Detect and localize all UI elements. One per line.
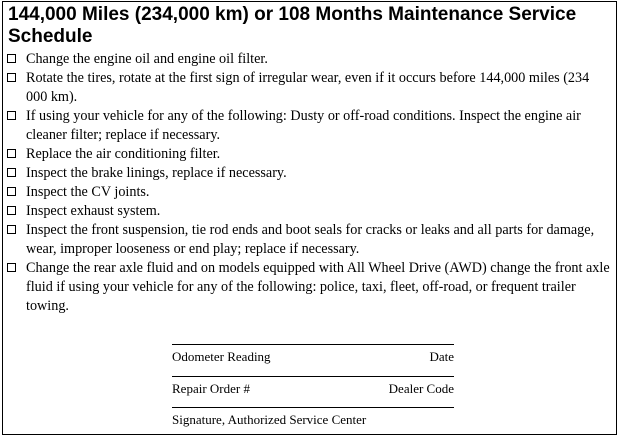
checklist-item-text: Rotate the tires, rotate at the first sign of irregular wear, even if it occurs before 144,000 miles (234 000 km). (26, 70, 590, 105)
signature-line (172, 407, 454, 427)
checkbox-icon[interactable] (7, 73, 16, 82)
signature-rule (172, 376, 454, 377)
checkbox-icon[interactable] (7, 149, 16, 158)
page-title: 144,000 Miles (234,000 km) or 108 Months Maintenance Service Schedule (8, 4, 577, 47)
checkbox-icon[interactable] (7, 206, 16, 215)
repair-order-line (172, 376, 454, 396)
checkbox-icon[interactable] (7, 54, 16, 63)
checklist-item (7, 69, 611, 107)
checklist-item (7, 183, 611, 202)
signature-rule (172, 344, 454, 345)
checklist-item-text: Inspect the front suspension, tie rod ends and boot seals for cracks or leaks and all parts for damage, wear, improper looseness or end play; replace if necessary. (26, 222, 595, 257)
odometer-date-line (172, 344, 454, 364)
checklist (7, 50, 611, 316)
checklist-item (7, 50, 611, 69)
checklist-item-text: Inspect the CV joints. (26, 184, 150, 200)
checklist-item (7, 164, 611, 183)
checkbox-icon[interactable] (7, 225, 16, 234)
checklist-item (7, 259, 611, 316)
checklist-item (7, 107, 611, 145)
checklist-item-text: Change the engine oil and engine oil filter. (26, 51, 268, 67)
checklist-item-text: Inspect the brake linings, replace if necessary. (26, 165, 287, 181)
signature-label: Signature, Authorized Service Center (172, 412, 367, 427)
checkbox-icon[interactable] (7, 263, 16, 272)
checkbox-icon[interactable] (7, 187, 16, 196)
checklist-item-text: Change the rear axle fluid and on models equipped with All Wheel Drive (AWD) change the front axle fluid if using your vehicle for any of the following: police, taxi, fleet, off-road, or frequent trailer towing. (26, 260, 610, 314)
checklist-item (7, 221, 611, 259)
date-label: Date (429, 349, 454, 364)
checklist-item-text: Inspect exhaust system. (26, 203, 161, 219)
checkbox-icon[interactable] (7, 168, 16, 177)
checkbox-icon[interactable] (7, 111, 16, 120)
checklist-item (7, 202, 611, 221)
checklist-item-text: If using your vehicle for any of the following: Dusty or off-road conditions. Inspect the engine air cleaner filter; replace if necessary. (26, 108, 581, 143)
repair-order-label: Repair Order # (172, 381, 250, 396)
checklist-item (7, 145, 611, 164)
checklist-item-text: Replace the air conditioning filter. (26, 146, 221, 162)
dealer-code-label: Dealer Code (388, 381, 454, 396)
odometer-label: Odometer Reading (172, 349, 271, 364)
signature-rule (172, 407, 454, 408)
